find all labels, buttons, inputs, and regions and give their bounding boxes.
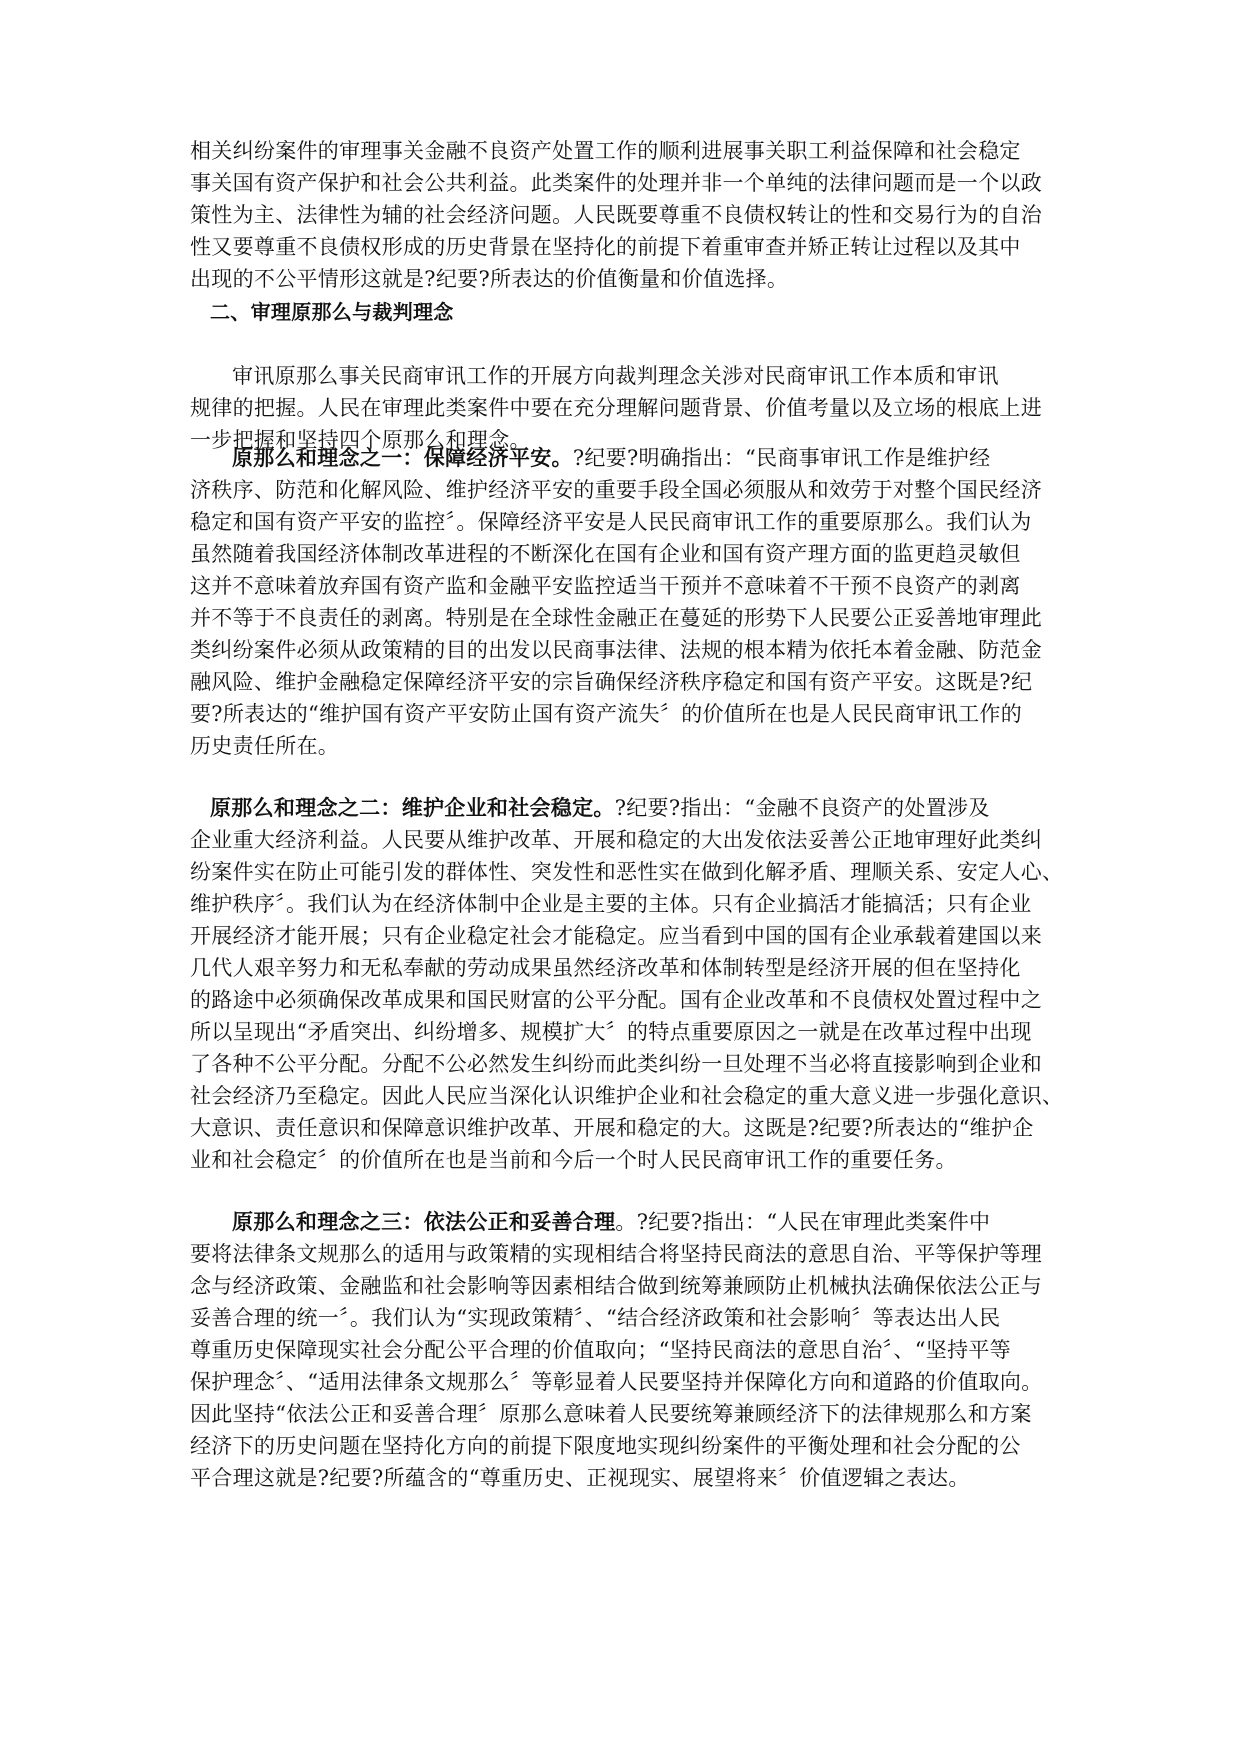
text-line: 了各种不公平分配。分配不公必然发生纠纷而此类纠纷一旦处理不当必将直接影响到企业和	[190, 1052, 1042, 1076]
text-line: 虽然随着我国经济体制改革进程的不断深化在国有企业和国有资产理方面的监更趋灵敏但	[190, 542, 1021, 566]
text-line: 类纠纷案件必须从政策精的目的出发以民商事法律、法规的根本精为依托本着金融、防范金	[190, 638, 1042, 662]
text-line: 社会经济乃至稳定。因此人民应当深化认识维护企业和社会稳定的重大意义进一步强化意识、	[190, 1084, 1064, 1108]
text-line: 纷案件实在防止可能引发的群体性、突发性和恶性实在做到化解矛盾、理顺关系、安定人心、	[190, 860, 1064, 884]
paragraph-principle-two	[190, 792, 1070, 1176]
text-line: 融风险、维护金融稳定保障经济平安的宗旨确保经济秩序稳定和国有资产平安。这既是?纪	[190, 670, 1033, 694]
text-line: 维护秩序〞。我们认为在经济体制中企业是主要的主体。只有企业搞活才能搞活；只有企业	[190, 892, 1032, 916]
text-line	[190, 792, 1070, 824]
text-line: 业和社会稳定〞的价值所在也是当前和今后一个时人民民商审讯工作的重要任务。	[190, 1148, 957, 1172]
text-line: 这并不意味着放弃国有资产监和金融平安监控适当干预并不意味着不干预不良资产的剥离	[190, 574, 1021, 598]
paragraph-principle-three	[190, 1206, 1070, 1494]
text-line: 审讯原那么事关民商审讯工作的开展方向裁判理念关涉对民商审讯工作本质和审讯	[232, 364, 999, 388]
text-line: 妥善合理的统一〞。我们认为“实现政策精〞、“结合经济政策和社会影响〞等表达出人民	[190, 1306, 1001, 1330]
text-line: 大意识、责任意识和保障意识维护改革、开展和稳定的大。这既是?纪要?所表达的“维护企	[190, 1116, 1034, 1140]
text-line: 出现的不公平情形这就是?纪要?所表达的价值衡量和价值选择。	[190, 267, 789, 291]
text-line: 所以呈现出“矛盾突出、纠纷增多、规模扩大〞的特点重要原因之一就是在改革过程中出现	[190, 1020, 1032, 1044]
section-heading-block	[190, 296, 1070, 328]
text-line: 经济下的历史问题在坚持化方向的前提下限度地实现纠纷案件的平衡处理和社会分配的公	[190, 1434, 1021, 1458]
text-line: 平合理这就是?纪要?所蕴含的“尊重历史、正视现实、展望将来〞价值逻辑之表达。	[190, 1466, 970, 1490]
text-line: 规律的把握。人民在审理此类案件中要在充分理解问题背景、价值考量以及立场的根底上进	[190, 396, 1042, 420]
principle-text: ?纪要?明确指出：“民商事审讯工作是维护经	[572, 446, 991, 470]
text-line: 企业重大经济利益。人民要从维护改革、开展和稳定的大出发依法妥善公正地审理好此类纠	[190, 828, 1042, 852]
text-line: 念与经济政策、金融监和社会影响等因素相结合做到统筹兼顾防止机械执法确保依法公正与	[190, 1274, 1042, 1298]
text-line	[190, 442, 1070, 474]
text-line: 济秩序、防范和化解风险、维护经济平安的重要手段全国必须服从和效劳于对整个国民经济	[190, 478, 1042, 502]
text-line: 稳定和国有资产平安的监控〞。保障经济平安是人民民商审讯工作的重要原那么。我们认为	[190, 510, 1032, 534]
text-line: 相关纠纷案件的审理事关金融不良资产处置工作的顺利进展事关职工利益保障和社会稳定	[190, 139, 1021, 163]
text-line: 并不等于不良责任的剥离。特别是在全球性金融正在蔓延的形势下人民要公正妥善地审理此	[190, 606, 1042, 630]
text-line: 要将法律条文规那么的适用与政策精的实现相结合将坚持民商法的意思自治、平等保护等理	[190, 1242, 1042, 1266]
principle-text: ?纪要?指出：“金融不良资产的处置涉及	[614, 796, 990, 820]
section-heading: 二、审理原那么与裁判理念	[210, 300, 454, 324]
paragraph-principle-one	[190, 442, 1070, 762]
text-line: 几代人艰辛努力和无私奉献的劳动成果虽然经济改革和体制转型是经济开展的但在坚持化	[190, 956, 1021, 980]
paragraph-intro	[190, 135, 1070, 295]
text-line: 开展经济才能开展；只有企业稳定社会才能稳定。应当看到中国的国有企业承载着建国以来	[190, 924, 1042, 948]
principle-title: 原那么和理念之三：依法公正和妥善合理	[232, 1209, 616, 1234]
text-line: 尊重历史保障现实社会分配公平合理的价值取向；“坚持民商法的意思自治〞、“坚持平等	[190, 1338, 1011, 1362]
principle-title: 原那么和理念之一：保障经济平安。	[232, 445, 573, 470]
text-line: 历史责任所在。	[190, 734, 340, 758]
text-line: 事关国有资产保护和社会公共利益。此类案件的处理并非一个单纯的法律问题而是一个以政	[190, 171, 1042, 195]
text-line	[190, 1206, 1070, 1238]
text-line: 性又要尊重不良债权形成的历史背景在坚持化的前提下着重审查并矫正转让过程以及其中	[190, 235, 1021, 259]
text-line: 因此坚持“依法公正和妥善合理〞原那么意味着人民要统筹兼顾经济下的法律规那么和方案	[190, 1402, 1032, 1426]
principle-text: 。?纪要?指出：“人民在审理此类案件中	[615, 1210, 991, 1234]
text-line: 策性为主、法律性为辅的社会经济问题。人民既要尊重不良债权转让的性和交易行为的自治	[190, 203, 1042, 227]
text-line: 保护理念〞、“适用法律条文规那么〞等彰显着人民要坚持并保障化方向和道路的价值取向。	[190, 1370, 1043, 1394]
text-line: 一步把握和坚持四个原那么和理念。	[190, 428, 531, 452]
principle-title: 原那么和理念之二：维护企业和社会稳定。	[210, 795, 615, 820]
text-line: 要?所表达的“维护国有资产平安防止国有资产流失〞的价值所在也是人民民商审讯工作的	[190, 702, 1022, 726]
text-line: 的路途中必须确保改革成果和国民财富的公平分配。国有企业改革和不良债权处置过程中之	[190, 988, 1042, 1012]
